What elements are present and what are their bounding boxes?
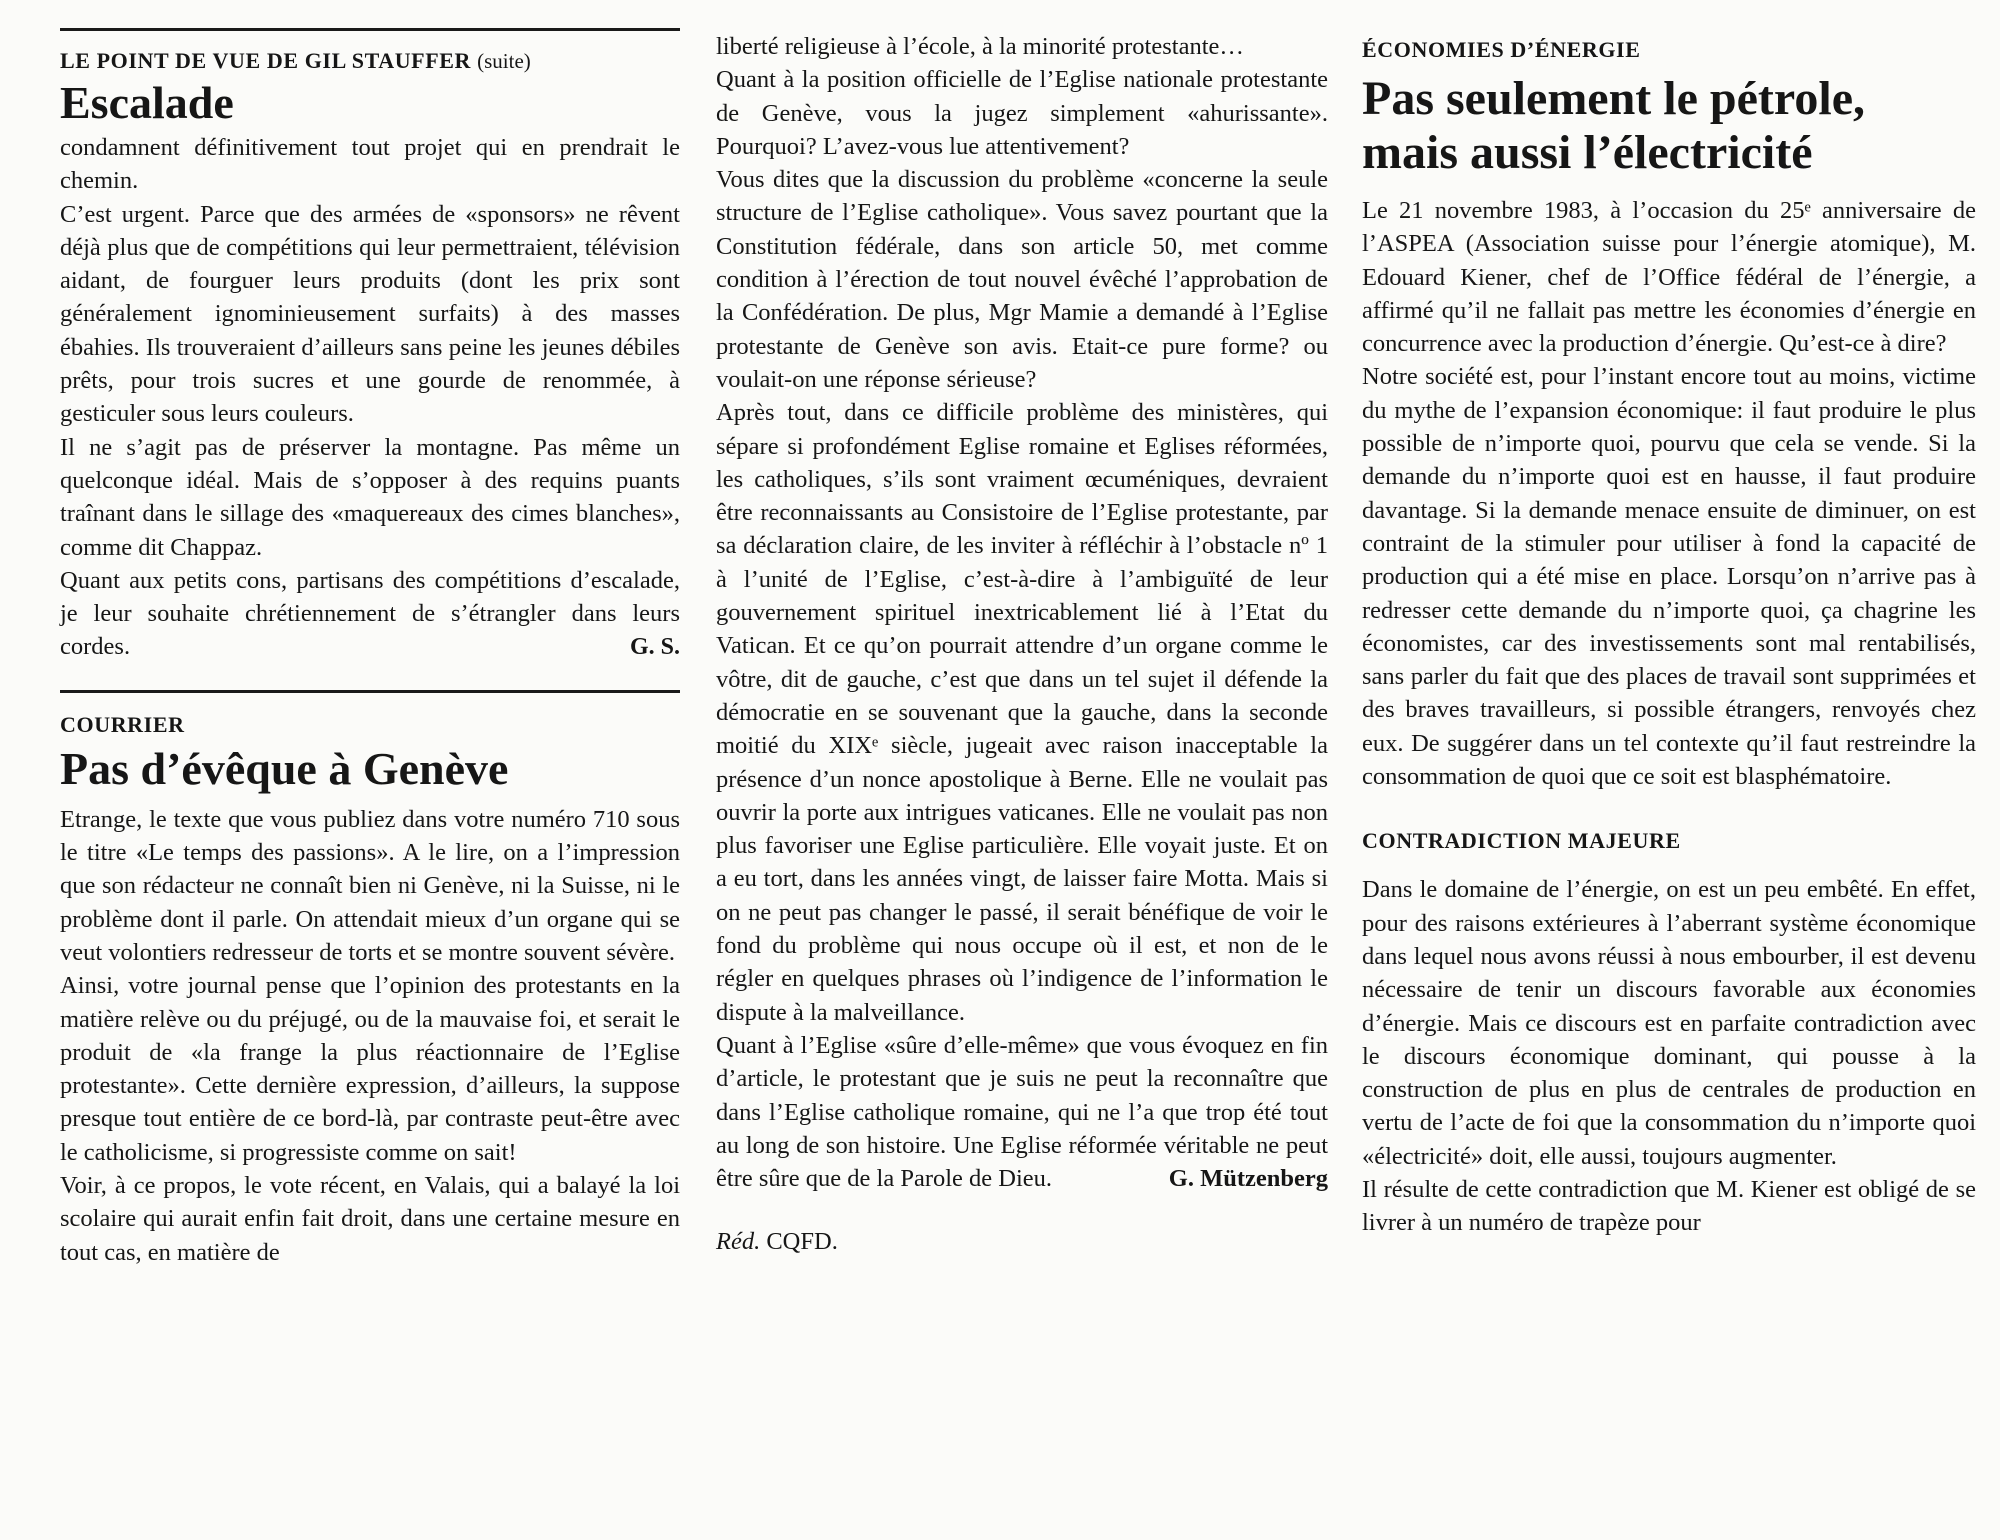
paragraph: Notre société est, pour l’instant encore tout au moins, victime du mythe de l’expansion économique: il faut produire le plus possible de n’importe quoi, pourvu que cela se vende. Si la demande du n’importe quoi est en hausse, il faut produire davantage. Si la demande menace ensuite de diminuer, on est contraint de la stimuler pour utiliser à fond la capacité de production qui a été mise en place. Lorsqu’on n’arrive pas à redresser cette demande du n’importe quoi, ça chagrine les économistes, car des investissements sont mal rentabilisés, sans parler du fait que des places de travail sont supprimées et des braves travailleurs, si possible étrangers, renvoyés chez eux. De suggérer dans un tel contexte qu’il faut restreindre la consommation de quoi que ce soit est blasphématoire.: [1362, 363, 1976, 791]
paragraph: liberté religieuse à l’école, à la minorité protestante…: [716, 33, 1244, 60]
editor-label: Réd.: [716, 1228, 761, 1256]
article-kicker: [60, 47, 680, 75]
section-rule: [60, 690, 680, 693]
paragraph: Quant aux petits cons, partisans des compétitions d’escalade, je leur souhaite chrétiennement de s’étrangler dans leurs cordes.: [60, 566, 680, 661]
paragraph: Etrange, le texte que vous publiez dans votre numéro 710 sous le titre «Le temps des passions». A le lire, on a l’impression que son rédacteur ne connaît bien ni Genève, ni la Suisse, ni le problème dont il parle. On attendait mieux d’un organe qui se veut volontiers redresseur de torts et se montre souvent sévère.: [60, 805, 680, 966]
editor-note: [716, 1225, 1328, 1258]
paragraph: Vous dites que la discussion du problème «concerne la seule structure de l’Eglise catholique». Vous savez pourtant que la Constitution fédérale, dans son article 50, met comme condition à l’érection de tout nouvel évêché l’approbation de la Confédération. De plus, Mgr Mamie a demandé à l’Eglise protestante de Genève son avis. Etait-ce pure forme? ou voulait-on une réponse sérieuse?: [716, 166, 1328, 393]
courrier-kicker: COURRIER: [60, 711, 185, 737]
paragraph: Il ne s’agit pas de préserver la montagne. Pas même un quelconque idéal. Mais de s’opposer à des requins puants traînant dans le sillage des «maquereaux des cimes blanches», comme dit Chappaz.: [60, 433, 680, 561]
signature-gs: G. S.: [629, 633, 680, 660]
article-title-courrier: Pas d’évêque à Genève: [60, 742, 509, 794]
paragraph: condamnent définitivement tout projet qui en prendrait le chemin.: [60, 134, 680, 195]
paragraph: Il résulte de cette contradiction que M. Kiener est obligé de se livrer à un numéro de trapèze pour: [1362, 1176, 1976, 1237]
top-rule: [60, 28, 680, 31]
column-left: [60, 28, 680, 1269]
column-middle: [716, 30, 1328, 1259]
paragraph: Après tout, dans ce difficile problème des ministères, qui sépare si profondément Eglise romaine et Eglises réformées, les catholiques, s’ils sont vraiment œcuméniques, devraient être reconnaissants au Consistoire de l’Eglise protestante, par sa déclaration claire, de les inviter à réfléchir à l’obstacle nº 1 à l’unité de l’Eglise, c’est-à-dire à l’ambiguïté de leur gouvernement spirituel inextricablement lié à l’Etat du Vatican. Et ce qu’on pourrait attendre d’un organe comme le vôtre, dit de gauche, c’est que dans un tel sujet il défende la démocratie en se souvenant que la gauche, dans la seconde moitié du XIXᵉ siècle, jugeait avec raison inacceptable la présence d’un nonce apostolique à Berne. Elle ne voulait pas ouvrir la porte aux intrigues vaticanes. Elle ne voulait pas non plus favoriser une Eglise particulière. Elle voyait juste. Et on a eu tort, dans les années vingt, de laisser faire Motta. Mais si on ne peut pas changer le passé, il serait bénéfique de voir le fond du problème qui nous occupe où il est, et non de le régler en quelques phrases où l’indigence de l’information le dispute à la malveillance.: [716, 399, 1328, 1026]
signature-mutzenberg: G. Mützenberg: [1168, 1165, 1328, 1193]
paragraph: Ainsi, votre journal pense que l’opinion des protestants en la matière relève ou du préjugé, ou de la mauvaise foi, et serait le produit de «la frange la plus réactionnaire de l’Eglise protestante». Cette dernière expression, d’ailleurs, la suppose presque tout entière de ce bord-là, par contraste peut-être avec le catholicisme, si progressiste comme on sait!: [60, 972, 680, 1166]
paragraph: Le 21 novembre 1983, à l’occasion du 25ᵉ anniversaire de l’ASPEA (Association suisse pour l’énergie atomique), M. Edouard Kiener, chef de l’Office fédéral de l’énergie, a affirmé qu’il ne fallait pas mettre les économies d’énergie en concurrence avec la production d’énergie. Qu’est-ce à dire?: [1362, 197, 1976, 358]
column-right: [1362, 36, 1976, 1240]
paragraph: Dans le domaine de l’énergie, on est un peu embêté. En effet, pour des raisons extérieures à l’aberrant système économique dans lequel nous avons réussi à nous embourber, il est devenu nécessaire de tenir un discours favorable aux économies d’énergie. Mais ce discours est en parfaite contradiction avec le discours économique dominant, qui pousse à la construction de plus en plus de centrales de production en vertu de l’acte de foi que la consommation du n’importe quoi «électricité» doit, elle aussi, toujours augmenter.: [1362, 876, 1976, 1170]
article-title-energie: [1362, 72, 1976, 180]
paragraph: Quant à la position officielle de l’Eglise nationale protestante de Genève, vous la jugez simplement «ahurissante». Pourquoi? L’avez-vous lue attentivement?: [716, 66, 1328, 160]
editor-note-text: CQFD.: [766, 1228, 838, 1256]
kicker-suffix: (suite): [477, 49, 531, 73]
paragraph: C’est urgent. Parce que des armées de «sponsors» ne rêvent déjà plus que de compétitions qui leur permettraient, télévision aidant, de fourguer leurs produits (dont les prix sont généralement ignominieusement surfaits) à des masses ébahies. Ils trouveraient d’ailleurs sans peine les jeunes débiles prêts, pour trois sucres et une gourde de renommée, à gesticuler sous leurs couleurs.: [60, 200, 680, 428]
title-line-1: Pas seulement le pétrole,: [1362, 72, 1865, 125]
paragraph-text: Quant à l’Eglise «sûre d’elle-même» que vous évoquez en fin d’article, le protestant que je suis ne peut la reconnaître que dans l’Eglise catholique romaine, qui ne l’a que trop été tout au long de son histoire. Une Eglise réformée véritable ne peut être sûre que de la Parole de Dieu.: [716, 1031, 1328, 1193]
energie-kicker: ÉCONOMIES D’ÉNERGIE: [1362, 37, 1641, 62]
paragraph-last: [716, 1029, 1328, 1195]
article-title-escalade: Escalade: [60, 77, 234, 128]
title-line-2: mais aussi l’électricité: [1362, 126, 1813, 179]
subhead-contradiction: CONTRADICTION MAJEURE: [1362, 828, 1681, 854]
paragraph: Voir, à ce propos, le vote récent, en Valais, qui a balayé la loi scolaire qui aurait enfin fait droit, dans une certaine mesure en tout cas, en matière de: [60, 1172, 680, 1266]
kicker-text: LE POINT DE VUE DE GIL STAUFFER: [60, 48, 472, 73]
